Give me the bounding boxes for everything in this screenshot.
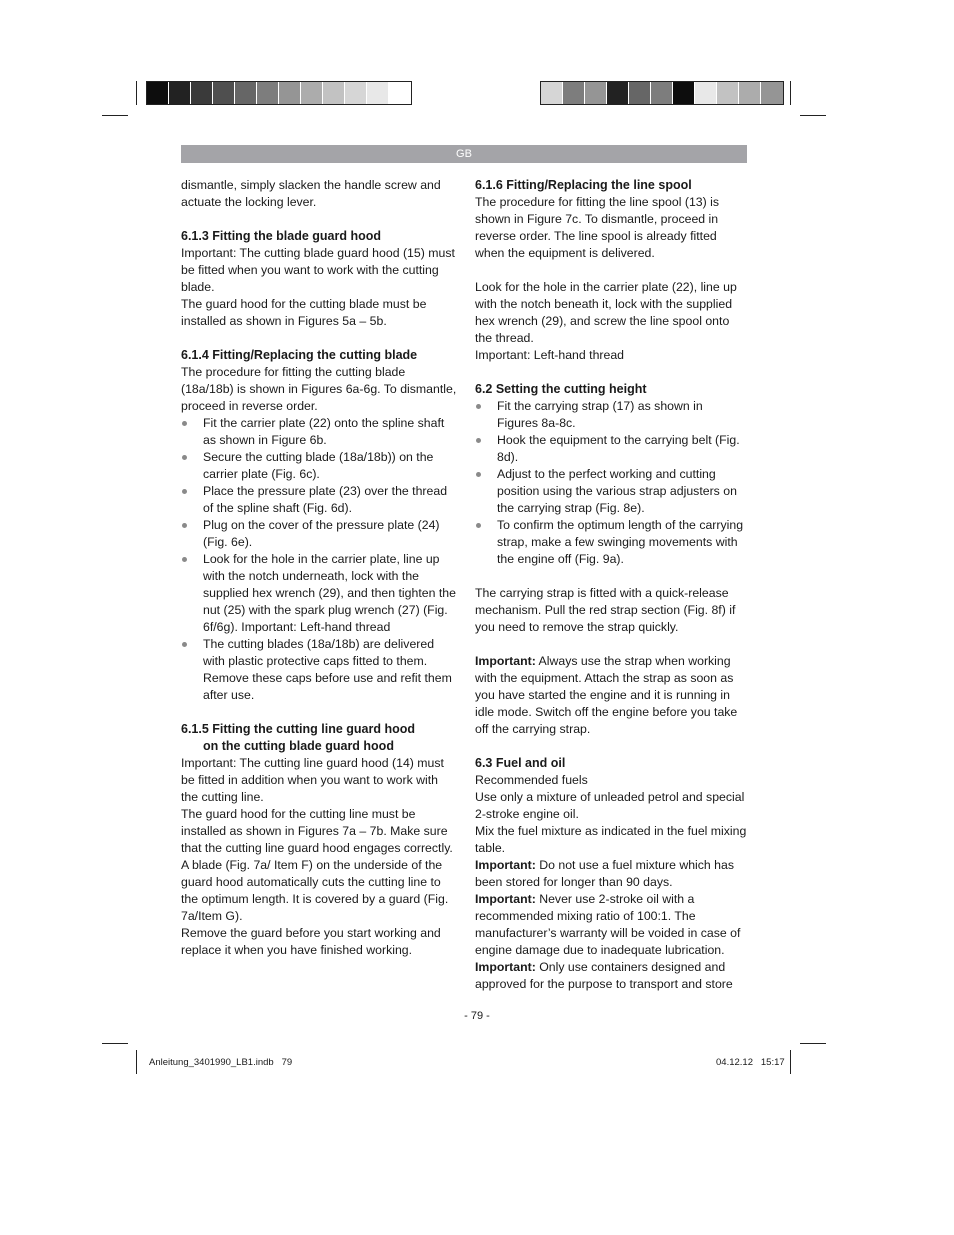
color-registration-bar-right	[540, 81, 784, 105]
important-text: Never use 2-stroke oil with a recommended mixing ratio of 100:1. The manufacturer’s warranty will be voided in case of engine damage due to inadequate lubrication.	[475, 892, 741, 957]
important-paragraph	[475, 959, 747, 993]
important-paragraph	[475, 653, 747, 738]
footer-datetime: 04.12.12 15:17	[716, 1057, 785, 1068]
list-item: Fit the carrying strap (17) as shown in Figures 8a-8c.	[475, 398, 747, 432]
list-item: Look for the hole in the carrier plate, line up with the notch underneath, lock with the supplied hex wrench (29), and then tighten the nut (25) with the spark plug wrench (27) (Fig. 6f/6g). Important: Left-hand thread	[181, 551, 457, 636]
paragraph: Use only a mixture of unleaded petrol and special 2-stroke engine oil.	[475, 790, 745, 821]
paragraph: The carrying strap is fitted with a quick-release mechanism. Pull the red strap section (Fig. 8f) if you need to remove the strap quickly.	[475, 586, 736, 634]
color-swatch	[563, 82, 585, 104]
section-heading: 6.2 Setting the cutting height	[475, 382, 647, 396]
crop-mark	[136, 81, 137, 105]
color-swatch	[235, 82, 257, 104]
important-text: Only use containers designed and approved for the purpose to transport and store	[475, 960, 733, 991]
important-label: Important:	[475, 892, 536, 906]
language-tab: GB	[181, 145, 747, 163]
crop-mark	[102, 115, 128, 116]
page-number: - 79 -	[464, 1010, 490, 1022]
left-column	[181, 177, 457, 959]
color-swatch	[213, 82, 235, 104]
paragraph: The procedure for fitting the line spool (13) is shown in Figure 7c. To dismantle, proceed in reverse order. The line spool is already fitted when the equipment is delivered.	[475, 195, 720, 260]
bullet-list	[181, 415, 457, 704]
crop-mark	[136, 1050, 137, 1074]
important-paragraph	[475, 891, 747, 959]
list-item: Adjust to the perfect working and cutting position using the various strap adjusters on the carrying strap (Fig. 8e).	[475, 466, 747, 517]
list-item: Plug on the cover of the pressure plate (24) (Fig. 6e).	[181, 517, 457, 551]
color-registration-bar-left	[146, 81, 412, 105]
color-swatch	[389, 82, 411, 104]
list-item: Hook the equipment to the carrying belt (Fig. 8d).	[475, 432, 747, 466]
color-swatch	[301, 82, 323, 104]
color-swatch	[695, 82, 717, 104]
important-label: Important:	[475, 654, 536, 668]
paragraph: Mix the fuel mixture as indicated in the fuel mixing table.	[475, 824, 747, 855]
color-swatch	[651, 82, 673, 104]
paragraph: The guard hood for the cutting blade must be installed as shown in Figures 5a – 5b.	[181, 297, 427, 328]
color-swatch	[257, 82, 279, 104]
important-label: Important:	[475, 858, 536, 872]
color-swatch	[739, 82, 761, 104]
intro-paragraph: dismantle, simply slacken the handle screw and actuate the locking lever.	[181, 178, 441, 209]
section-heading: 6.3 Fuel and oil	[475, 756, 566, 770]
list-item: To confirm the optimum length of the carrying strap, make a few swinging movements with the engine off (Fig. 9a).	[475, 517, 747, 568]
crop-mark	[790, 81, 791, 105]
paragraph: Look for the hole in the carrier plate (22), line up with the notch beneath it, lock with the supplied hex wrench (29), and screw the line spool onto the thread.	[475, 280, 737, 345]
color-swatch	[323, 82, 345, 104]
paragraph: The guard hood for the cutting line must be installed as shown in Figures 7a – 7b. Make sure that the cutting line guard hood engages correctly. A blade (Fig. 7a/ Item F) on the underside of the guard hood automatically cuts the cutting line to the optimum length. It is covered by a guard (Fig. 7a/Item G).	[181, 807, 453, 923]
list-item: Secure the cutting blade (18a/18b)) on the carrier plate (Fig. 6c).	[181, 449, 457, 483]
paragraph: Important: Left-hand thread	[475, 348, 625, 362]
important-text: Always use the strap when working with the equipment. Attach the strap as soon as you have started the engine and it is running in idle mode. Switch off the engine before you take off the carrying strap.	[475, 654, 738, 736]
important-paragraph	[475, 857, 747, 891]
paragraph: Remove the guard before you start working and replace it when you have finished working.	[181, 926, 441, 957]
color-swatch	[717, 82, 739, 104]
color-swatch	[629, 82, 651, 104]
paragraph: Recommended fuels	[475, 773, 588, 787]
list-item: Fit the carrier plate (22) onto the spline shaft as shown in Figure 6b.	[181, 415, 457, 449]
section-heading: 6.1.6 Fitting/Replacing the line spool	[475, 178, 692, 192]
color-swatch	[279, 82, 301, 104]
section-heading: 6.1.4 Fitting/Replacing the cutting blade	[181, 348, 418, 362]
footer-file-name: Anleitung_3401990_LB1.indb 79	[149, 1057, 293, 1068]
paragraph: Important: The cutting blade guard hood (15) must be fitted when you want to work with the cutting blade.	[181, 246, 455, 294]
important-text: Do not use a fuel mixture which has been stored for longer than 90 days.	[475, 858, 735, 889]
color-swatch	[541, 82, 563, 104]
color-swatch	[367, 82, 389, 104]
color-swatch	[345, 82, 367, 104]
crop-mark	[102, 1043, 128, 1044]
crop-mark	[800, 115, 826, 116]
color-swatch	[585, 82, 607, 104]
color-swatch	[169, 82, 191, 104]
color-swatch	[673, 82, 695, 104]
paragraph: The procedure for fitting the cutting blade (18a/18b) is shown in Figures 6a-6g. To dismantle, proceed in reverse order.	[181, 365, 457, 413]
section-heading: 6.1.3 Fitting the blade guard hood	[181, 229, 382, 243]
color-swatch	[147, 82, 169, 104]
right-column	[475, 177, 747, 993]
bullet-list	[475, 398, 747, 568]
list-item: The cutting blades (18a/18b) are delivered with plastic protective caps fitted to them. Remove these caps before use and refit them after use.	[181, 636, 457, 704]
paragraph: Important: The cutting line guard hood (14) must be fitted in addition when you want to work with the cutting line.	[181, 756, 444, 804]
color-swatch	[761, 82, 783, 104]
section-heading-continued: on the cutting blade guard hood	[203, 739, 394, 753]
color-swatch	[607, 82, 629, 104]
list-item: Place the pressure plate (23) over the thread of the spline shaft (Fig. 6d).	[181, 483, 457, 517]
important-label: Important:	[475, 960, 536, 974]
crop-mark	[790, 1050, 791, 1074]
crop-mark	[800, 1043, 826, 1044]
section-heading: 6.1.5 Fitting the cutting line guard hood	[181, 722, 416, 736]
color-swatch	[191, 82, 213, 104]
